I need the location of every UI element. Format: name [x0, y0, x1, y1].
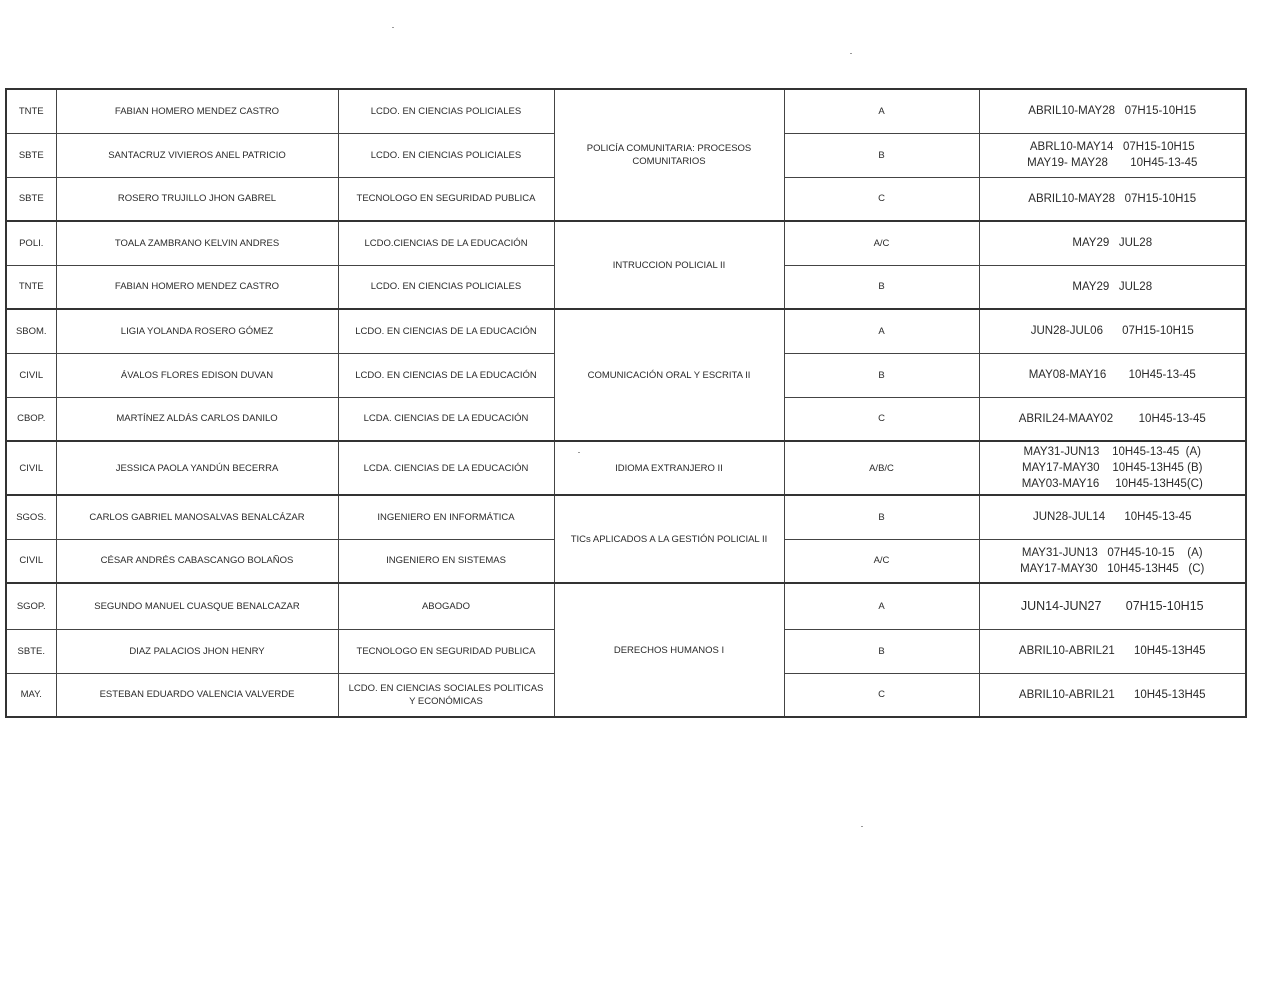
teacher-name-cell: LIGIA YOLANDA ROSERO GÓMEZ [56, 309, 338, 353]
teacher-name-cell: ESTEBAN EDUARDO VALENCIA VALVERDE [56, 673, 338, 717]
schedule-line: MAY31-JUN13 10H45-13-45 (A) [1023, 446, 1201, 458]
schedule-line: MAY17-MAY30 10H45-13H45 (B) [1022, 462, 1203, 474]
schedule-line: MAY19- MAY28 10H45-13-45 [1027, 157, 1198, 169]
rank-cell: CBOP. [6, 397, 56, 441]
section-cell: B [784, 629, 979, 673]
section-cell: B [784, 353, 979, 397]
schedule-cell [979, 539, 1246, 583]
section-cell: C [784, 177, 979, 221]
rank-cell: SBTE [6, 133, 56, 177]
table-row [6, 309, 1246, 353]
section-cell: A [784, 89, 979, 133]
subject-cell: POLICÍA COMUNITARIA: PROCESOS COMUNITARIOS [554, 89, 784, 221]
teacher-name-cell: SANTACRUZ VIVIEROS ANEL PATRICIO [56, 133, 338, 177]
teacher-name-cell: JESSICA PAOLA YANDÚN BECERRA [56, 441, 338, 495]
section-cell: A/C [784, 539, 979, 583]
schedule-line: JUN28-JUL14 10H45-13-45 [1032, 511, 1192, 524]
degree-cell: LCDO. EN CIENCIAS POLICIALES [338, 265, 554, 309]
schedule-line: ABRIL24-MAAY02 10H45-13-45 [1018, 412, 1206, 425]
schedule-line: MAY03-MAY16 10H45-13H45(C) [1021, 478, 1203, 490]
table-row [6, 441, 1246, 495]
subject-cell: IDIOMA EXTRANJERO II [554, 441, 784, 495]
section-cell: C [784, 673, 979, 717]
teacher-name-cell: CÉSAR ANDRÉS CABASCANGO BOLAÑOS [56, 539, 338, 583]
schedule-cell [979, 495, 1246, 539]
degree-cell: LCDO.CIENCIAS DE LA EDUCACIÓN [338, 221, 554, 265]
teacher-name-cell: MARTÍNEZ ALDÁS CARLOS DANILO [56, 397, 338, 441]
schedule-line: MAY31-JUN13 07H45-10-15 (A) [1021, 546, 1203, 559]
table-row [6, 89, 1246, 133]
degree-cell: TECNOLOGO EN SEGURIDAD PUBLICA [338, 629, 554, 673]
degree-cell: LCDO. EN CIENCIAS POLICIALES [338, 133, 554, 177]
teacher-name-cell: CARLOS GABRIEL MANOSALVAS BENALCÁZAR [56, 495, 338, 539]
section-cell: B [784, 495, 979, 539]
rank-cell: SGOP. [6, 583, 56, 629]
scan-speck [861, 826, 863, 827]
degree-cell: ABOGADO [338, 583, 554, 629]
degree-cell: LCDO. EN CIENCIAS DE LA EDUCACIÓN [338, 309, 554, 353]
section-cell: C [784, 397, 979, 441]
rank-cell: POLI. [6, 221, 56, 265]
rank-cell: CIVIL [6, 353, 56, 397]
section-cell: A/B/C [784, 441, 979, 495]
rank-cell: SBTE. [6, 629, 56, 673]
schedule-cell [979, 673, 1246, 717]
degree-cell: LCDO. EN CIENCIAS SOCIALES POLITICAS Y ECONÓMICAS [338, 673, 554, 717]
schedule-cell [979, 397, 1246, 441]
rank-cell: CIVIL [6, 539, 56, 583]
schedule-cell [979, 353, 1246, 397]
rank-cell: TNTE [6, 89, 56, 133]
teacher-name-cell: ÁVALOS FLORES EDISON DUVAN [56, 353, 338, 397]
scan-speck [392, 27, 394, 28]
rank-cell: SBTE [6, 177, 56, 221]
section-cell: B [784, 133, 979, 177]
schedule-cell [979, 441, 1246, 495]
table-row [6, 221, 1246, 265]
scan-speck [850, 53, 852, 54]
schedule-cell [979, 89, 1246, 133]
schedule-line: JUN28-JUL06 07H15-10H15 [1030, 325, 1194, 338]
teacher-name-cell: DIAZ PALACIOS JHON HENRY [56, 629, 338, 673]
rank-cell: MAY. [6, 673, 56, 717]
degree-cell: INGENIERO EN INFORMÁTICA [338, 495, 554, 539]
rank-cell: SGOS. [6, 495, 56, 539]
schedule-line: ABRIL10-ABRIL21 10H45-13H45 [1018, 688, 1206, 701]
section-cell: A [784, 583, 979, 629]
rank-cell: SBOM. [6, 309, 56, 353]
teacher-schedule-table [5, 88, 1247, 718]
section-cell: A [784, 309, 979, 353]
degree-cell: LCDA. CIENCIAS DE LA EDUCACIÓN [338, 397, 554, 441]
schedule-cell [979, 629, 1246, 673]
teacher-name-cell: ROSERO TRUJILLO JHON GABREL [56, 177, 338, 221]
teacher-name-cell: FABIAN HOMERO MENDEZ CASTRO [56, 89, 338, 133]
schedule-cell [979, 133, 1246, 177]
table-row [6, 495, 1246, 539]
schedule-line: ABRIL10-MAY28 07H15-10H15 [1028, 192, 1197, 205]
schedule-line: ABRIL10-ABRIL21 10H45-13H45 [1018, 645, 1206, 657]
section-cell: B [784, 265, 979, 309]
schedule-cell [979, 309, 1246, 353]
subject-cell: COMUNICACIÓN ORAL Y ESCRITA II [554, 309, 784, 441]
schedule-cell [979, 583, 1246, 629]
degree-cell: LCDA. CIENCIAS DE LA EDUCACIÓN [338, 441, 554, 495]
degree-cell: INGENIERO EN SISTEMAS [338, 539, 554, 583]
schedule-line: MAY29 JUL28 [1072, 280, 1153, 293]
schedule-cell [979, 265, 1246, 309]
degree-cell: LCDO. EN CIENCIAS POLICIALES [338, 89, 554, 133]
schedule-line: ABRIL10-MAY28 07H15-10H15 [1028, 105, 1197, 118]
subject-cell: INTRUCCION POLICIAL II [554, 221, 784, 309]
schedule-cell [979, 177, 1246, 221]
teacher-name-cell: FABIAN HOMERO MENDEZ CASTRO [56, 265, 338, 309]
schedule-cell [979, 221, 1246, 265]
rank-cell: TNTE [6, 265, 56, 309]
section-cell: A/C [784, 221, 979, 265]
degree-cell: TECNOLOGO EN SEGURIDAD PUBLICA [338, 177, 554, 221]
degree-cell: LCDO. EN CIENCIAS DE LA EDUCACIÓN [338, 353, 554, 397]
teacher-name-cell: SEGUNDO MANUEL CUASQUE BENALCAZAR [56, 583, 338, 629]
subject-cell: TICs APLICADOS A LA GESTIÓN POLICIAL II [554, 495, 784, 583]
rank-cell: CIVIL [6, 441, 56, 495]
schedule-line: MAY29 JUL28 [1072, 237, 1153, 250]
schedule-line: ABRL10-MAY14 07H15-10H15 [1029, 141, 1195, 153]
table-row [6, 583, 1246, 629]
schedule-line: MAY17-MAY30 10H45-13H45 (C) [1020, 562, 1205, 575]
schedule-line: JUN14-JUN27 07H15-10H15 [1020, 599, 1204, 614]
schedule-line: MAY08-MAY16 10H45-13-45 [1028, 369, 1196, 381]
subject-cell: DERECHOS HUMANOS I [554, 583, 784, 717]
teacher-name-cell: TOALA ZAMBRANO KELVIN ANDRES [56, 221, 338, 265]
